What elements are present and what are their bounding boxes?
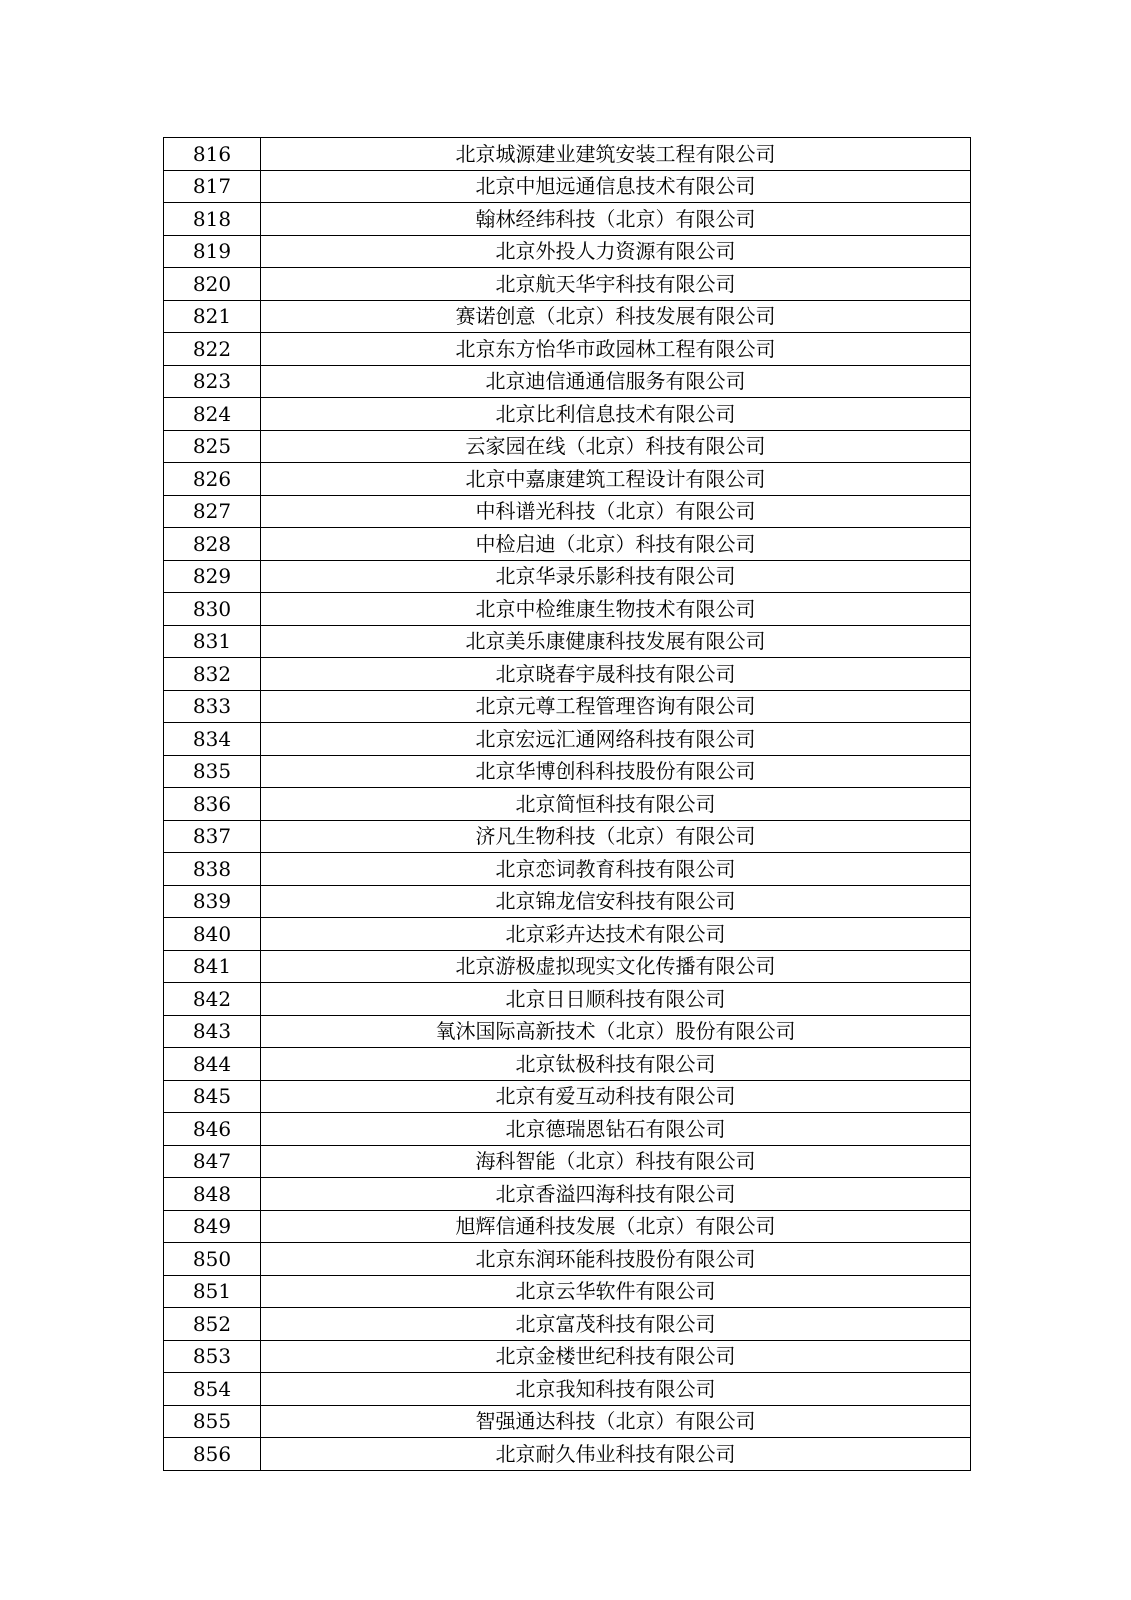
table-row xyxy=(164,593,971,626)
row-number-cell: 823 xyxy=(164,365,261,398)
row-number-cell: 835 xyxy=(164,755,261,788)
company-name-cell: 北京美乐康健康科技发展有限公司 xyxy=(261,625,971,658)
row-number-cell: 831 xyxy=(164,625,261,658)
company-name-cell: 中科谱光科技（北京）有限公司 xyxy=(261,495,971,528)
company-name-cell: 北京富茂科技有限公司 xyxy=(261,1308,971,1341)
row-number-cell: 849 xyxy=(164,1210,261,1243)
company-name-cell: 北京我知科技有限公司 xyxy=(261,1373,971,1406)
row-number-cell: 852 xyxy=(164,1308,261,1341)
company-name-cell: 北京中嘉康建筑工程设计有限公司 xyxy=(261,463,971,496)
table-row xyxy=(164,1275,971,1308)
table-row xyxy=(164,788,971,821)
table-row xyxy=(164,820,971,853)
row-number-cell: 856 xyxy=(164,1438,261,1471)
company-name-cell: 北京城源建业建筑安装工程有限公司 xyxy=(261,138,971,171)
company-name-cell: 氧沐国际高新技术（北京）股份有限公司 xyxy=(261,1015,971,1048)
row-number-cell: 817 xyxy=(164,170,261,203)
table-row xyxy=(164,1243,971,1276)
table-row xyxy=(164,1438,971,1471)
table-row xyxy=(164,983,971,1016)
row-number-cell: 822 xyxy=(164,333,261,366)
row-number-cell: 826 xyxy=(164,463,261,496)
company-name-cell: 北京航天华宇科技有限公司 xyxy=(261,268,971,301)
table-row xyxy=(164,138,971,171)
company-name-cell: 北京金楼世纪科技有限公司 xyxy=(261,1340,971,1373)
company-name-cell: 北京华录乐影科技有限公司 xyxy=(261,560,971,593)
row-number-cell: 844 xyxy=(164,1048,261,1081)
table-row xyxy=(164,430,971,463)
company-name-cell: 北京中旭远通信息技术有限公司 xyxy=(261,170,971,203)
row-number-cell: 818 xyxy=(164,203,261,236)
table-row xyxy=(164,365,971,398)
table-row xyxy=(164,690,971,723)
table-row xyxy=(164,1080,971,1113)
table-row xyxy=(164,300,971,333)
table-row xyxy=(164,1340,971,1373)
row-number-cell: 845 xyxy=(164,1080,261,1113)
row-number-cell: 833 xyxy=(164,690,261,723)
table-row xyxy=(164,333,971,366)
company-name-cell: 赛诺创意（北京）科技发展有限公司 xyxy=(261,300,971,333)
company-name-cell: 北京日日顺科技有限公司 xyxy=(261,983,971,1016)
table-row xyxy=(164,170,971,203)
company-name-cell: 北京彩卉达技术有限公司 xyxy=(261,918,971,951)
row-number-cell: 851 xyxy=(164,1275,261,1308)
company-name-cell: 北京云华软件有限公司 xyxy=(261,1275,971,1308)
table-row xyxy=(164,268,971,301)
company-name-cell: 北京东方怡华市政园林工程有限公司 xyxy=(261,333,971,366)
row-number-cell: 828 xyxy=(164,528,261,561)
company-name-cell: 北京迪信通通信服务有限公司 xyxy=(261,365,971,398)
table-row xyxy=(164,1048,971,1081)
table-row xyxy=(164,625,971,658)
row-number-cell: 824 xyxy=(164,398,261,431)
row-number-cell: 842 xyxy=(164,983,261,1016)
company-name-cell: 北京钛极科技有限公司 xyxy=(261,1048,971,1081)
company-name-cell: 北京外投人力资源有限公司 xyxy=(261,235,971,268)
row-number-cell: 834 xyxy=(164,723,261,756)
table-row xyxy=(164,1015,971,1048)
row-number-cell: 829 xyxy=(164,560,261,593)
company-name-cell: 北京简恒科技有限公司 xyxy=(261,788,971,821)
row-number-cell: 846 xyxy=(164,1113,261,1146)
row-number-cell: 839 xyxy=(164,885,261,918)
company-name-cell: 海科智能（北京）科技有限公司 xyxy=(261,1145,971,1178)
row-number-cell: 825 xyxy=(164,430,261,463)
company-name-cell: 北京德瑞恩钻石有限公司 xyxy=(261,1113,971,1146)
table-row xyxy=(164,1405,971,1438)
table-row xyxy=(164,203,971,236)
table-row xyxy=(164,658,971,691)
table-row xyxy=(164,560,971,593)
row-number-cell: 855 xyxy=(164,1405,261,1438)
row-number-cell: 838 xyxy=(164,853,261,886)
row-number-cell: 830 xyxy=(164,593,261,626)
table-row xyxy=(164,1145,971,1178)
company-name-cell: 北京香溢四海科技有限公司 xyxy=(261,1178,971,1211)
row-number-cell: 819 xyxy=(164,235,261,268)
company-name-cell: 旭辉信通科技发展（北京）有限公司 xyxy=(261,1210,971,1243)
company-name-cell: 济凡生物科技（北京）有限公司 xyxy=(261,820,971,853)
table-row xyxy=(164,495,971,528)
table-row xyxy=(164,235,971,268)
company-name-cell: 北京比利信息技术有限公司 xyxy=(261,398,971,431)
row-number-cell: 820 xyxy=(164,268,261,301)
company-list-body xyxy=(164,138,971,1471)
row-number-cell: 837 xyxy=(164,820,261,853)
table-row xyxy=(164,1308,971,1341)
company-name-cell: 北京中检维康生物技术有限公司 xyxy=(261,593,971,626)
company-name-cell: 北京游极虚拟现实文化传播有限公司 xyxy=(261,950,971,983)
company-name-cell: 北京宏远汇通网络科技有限公司 xyxy=(261,723,971,756)
table-row xyxy=(164,755,971,788)
company-name-cell: 北京东润环能科技股份有限公司 xyxy=(261,1243,971,1276)
table-row xyxy=(164,398,971,431)
company-name-cell: 北京元尊工程管理咨询有限公司 xyxy=(261,690,971,723)
company-name-cell: 北京晓春宇晟科技有限公司 xyxy=(261,658,971,691)
row-number-cell: 853 xyxy=(164,1340,261,1373)
row-number-cell: 847 xyxy=(164,1145,261,1178)
table-row xyxy=(164,918,971,951)
company-name-cell: 北京有爱互动科技有限公司 xyxy=(261,1080,971,1113)
company-name-cell: 智强通达科技（北京）有限公司 xyxy=(261,1405,971,1438)
row-number-cell: 836 xyxy=(164,788,261,821)
table-row xyxy=(164,1373,971,1406)
table-row xyxy=(164,463,971,496)
company-name-cell: 北京恋词教育科技有限公司 xyxy=(261,853,971,886)
row-number-cell: 850 xyxy=(164,1243,261,1276)
company-name-cell: 北京锦龙信安科技有限公司 xyxy=(261,885,971,918)
table-row xyxy=(164,1210,971,1243)
row-number-cell: 841 xyxy=(164,950,261,983)
table-row xyxy=(164,1178,971,1211)
company-name-cell: 翰林经纬科技（北京）有限公司 xyxy=(261,203,971,236)
row-number-cell: 843 xyxy=(164,1015,261,1048)
company-name-cell: 北京华博创科科技股份有限公司 xyxy=(261,755,971,788)
row-number-cell: 854 xyxy=(164,1373,261,1406)
table-row xyxy=(164,1113,971,1146)
company-name-cell: 中检启迪（北京）科技有限公司 xyxy=(261,528,971,561)
row-number-cell: 821 xyxy=(164,300,261,333)
table-row xyxy=(164,885,971,918)
company-name-cell: 云家园在线（北京）科技有限公司 xyxy=(261,430,971,463)
company-name-cell: 北京耐久伟业科技有限公司 xyxy=(261,1438,971,1471)
row-number-cell: 827 xyxy=(164,495,261,528)
table-row xyxy=(164,950,971,983)
row-number-cell: 832 xyxy=(164,658,261,691)
row-number-cell: 816 xyxy=(164,138,261,171)
table-row xyxy=(164,528,971,561)
table-row xyxy=(164,853,971,886)
company-list-table xyxy=(163,137,971,1471)
row-number-cell: 840 xyxy=(164,918,261,951)
row-number-cell: 848 xyxy=(164,1178,261,1211)
table-row xyxy=(164,723,971,756)
